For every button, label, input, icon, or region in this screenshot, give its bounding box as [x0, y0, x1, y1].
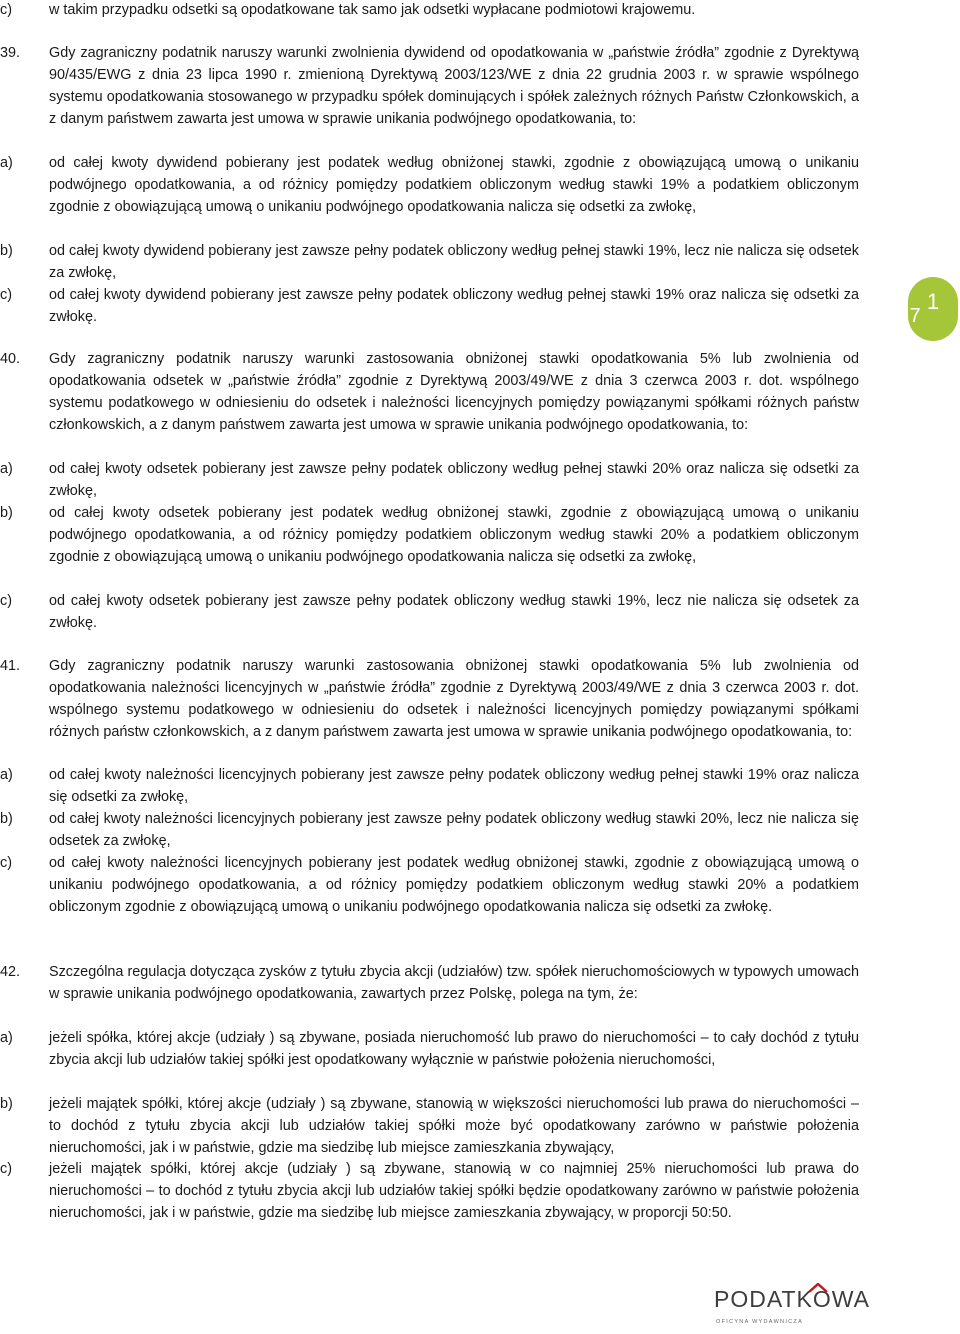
option-marker: b) — [0, 1096, 13, 1112]
question-text: Szczególna regulacja dotycząca zysków z tytułu zbycia akcji (udziałów) tzw. spółek nieruchomościowych w typowych umowach w sprawie unikania podwójnego opodatkowania, zawartych przez Polskę, polega na tym, że: — [49, 964, 859, 1002]
option-text: od całej kwoty dywidend pobierany jest zawsze pełny podatek obliczony według pełnej stawki 19% oraz nalicza się odsetki za zwłokę. — [49, 287, 859, 325]
option-marker: b) — [0, 505, 13, 521]
option-marker: c) — [0, 1161, 12, 1177]
option-marker: a) — [0, 461, 13, 477]
logo-accent-icon — [808, 1283, 828, 1293]
option-text: jeżeli spółka, której akcje (udziały ) są zbywane, posiada nieruchomość lub prawo do nieruchomości – to cały dochód z tytułu zbycia akcji lub udziałów takiej spółki jest opodatkowany wyłącznie w państwie położenia nieruchomości, — [49, 1030, 859, 1068]
option-text: od całej kwoty należności licencyjnych pobierany jest zawsze pełny podatek obliczony według pełnej stawki 19% oraz nalicza się odsetki za zwłokę, — [49, 767, 859, 805]
option-text: jeżeli majątek spółki, której akcje (udziały ) są zbywane, stanowią w co najmniej 25% nieruchomości lub prawa do nieruchomości – to dochód z tytułu zbycia akcji lub udziałów takiej spółki będzie opodatkowany zarówno w państwie położenia nieruchomości, jak i w państwie, gdzie ma siedzibę lub miejsce zamieszkania zbywający, w proporcji 50:50. — [49, 1161, 859, 1221]
option-marker: b) — [0, 243, 13, 259]
question-number: 39. — [0, 45, 21, 61]
question-text: Gdy zagraniczny podatnik naruszy warunki zwolnienia dywidend od opodatkowania w „państwie źródła” zgodnie z Dyrektywą 90/435/EWG z dnia 23 lipca 1990 r. zmienioną Dyrektywą 2003/123/WE z dnia 22 grudnia 2003 r. w sprawie wspólnego systemu opodatkowania stosowanego w przypadku spółek dominujących i spółek zależnych różnych Państw Członkowskich, a z danym państwem zawarta jest umowa w sprawie unikania podwójnego opodatkowania, to: — [49, 45, 859, 127]
option-marker: c) — [0, 855, 12, 871]
question-number: 41. — [0, 658, 21, 674]
option-text: od całej kwoty dywidend pobierany jest podatek według obniżonej stawki, zgodnie z obowiązującą umową o unikaniu podwójnego opodatkowania, a od różnicy pomiędzy podatkiem obliczonym według stawki 19% a podatkiem obliczonym zgodnie z obowiązującą umową o unikaniu podwójnego opodatkowania nalicza się odsetki za zwłokę, — [49, 155, 859, 215]
question-number: 40. — [0, 351, 21, 367]
option-marker: b) — [0, 811, 13, 827]
option-text: od całej kwoty odsetek pobierany jest zawsze pełny podatek obliczony według stawki 19%, lecz nie nalicza się odsetek za zwłokę. — [49, 593, 859, 631]
question-text: Gdy zagraniczny podatnik naruszy warunki zastosowania obniżonej stawki opodatkowania 5% lub zwolnienia od opodatkowania odsetek w „państwie źródła” zgodnie z Dyrektywą 2003/49/WE z dnia 3 czerwca 2003 r. dot. wspólnego systemu podatkowego w odniesieniu do odsetek i należności licencyjnych pomiędzy powiązanymi spółkami różnych państw członkowskich, a z danym państwem zawarta jest umowa w sprawie unikania podwójnego opodatkowania, to: — [49, 351, 859, 433]
option-marker: a) — [0, 767, 13, 783]
option-text: jeżeli majątek spółki, której akcje (udziały ) są zbywane, stanowią w większości nieruchomości lub prawa do nieruchomości – to dochód z tytułu zbycia akcji lub udziałów takiej spółki może być opodatkowany zarówno w państwie położenia nieruchomości, jak i w państwie, gdzie ma siedzibę lub miejsce zamieszkania zbywający, — [49, 1096, 859, 1156]
option-text: od całej kwoty odsetek pobierany jest podatek według obniżonej stawki, zgodnie z obowiązującą umową o unikaniu podwójnego opodatkowania, a od różnicy pomiędzy podatkiem obliczonym według stawki 20% a podatkiem obliczonym zgodnie z obowiązującą umową o unikaniu podwójnego opodatkowania nalicza się odsetki za zwłokę, — [49, 505, 859, 565]
question-number: 42. — [0, 964, 21, 980]
option-text: od całej kwoty należności licencyjnych pobierany jest podatek według obniżonej stawki, zgodnie z obowiązującą umową o unikaniu podwójnego opodatkowania, a od różnicy pomiędzy podatkiem obliczonym według stawki 20% a podatkiem obliczonym zgodnie z obowiązującą umową o unikaniu podwójnego opodatkowania nalicza się odsetki za zwłokę. — [49, 855, 859, 915]
logo-wordmark: PODATKOWA — [714, 1286, 870, 1312]
option-marker: c) — [0, 593, 12, 609]
option-text: od całej kwoty należności licencyjnych pobierany jest zawsze pełny podatek obliczony według stawki 20%, lecz nie nalicza się odsetek za zwłokę, — [49, 811, 859, 849]
option-marker: a) — [0, 155, 13, 171]
option-text: od całej kwoty odsetek pobierany jest zawsze pełny podatek obliczony według pełnej stawki 20% oraz nalicza się odsetki za zwłokę, — [49, 461, 859, 499]
publisher-logo — [712, 1285, 870, 1325]
logo-tagline: OFICYNA WYDAWNICZA — [716, 1319, 804, 1325]
option-text: od całej kwoty dywidend pobierany jest zawsze pełny podatek obliczony według pełnej stawki 19%, lecz nie nalicza się odsetek za zwłokę, — [49, 243, 859, 281]
option-marker: a) — [0, 1030, 13, 1046]
page-number-badge — [908, 277, 958, 341]
page-number: 1 — [926, 289, 940, 314]
item-text: w takim przypadku odsetki są opodatkowane tak samo jak odsetki wypłacane podmiotowi krajowemu. — [49, 2, 696, 18]
page-number-fragment: 7 — [909, 305, 921, 327]
option-marker: c) — [0, 287, 12, 303]
item-marker: c) — [0, 2, 12, 18]
question-text: Gdy zagraniczny podatnik naruszy warunki zastosowania obniżonej stawki opodatkowania 5% lub zwolnienia od opodatkowania należności licencyjnych w „państwie źródła” zgodnie z Dyrektywą 2003/49/WE z dnia 3 czerwca 2003 r. dot. wspólnego systemu podatkowego w odniesieniu do odsetek i należności licencyjnych pomiędzy powiązanymi spółkami różnych państw członkowskich, a z danym państwem zawarta jest umowa w sprawie unikania podwójnego opodatkowania, to: — [49, 658, 859, 740]
